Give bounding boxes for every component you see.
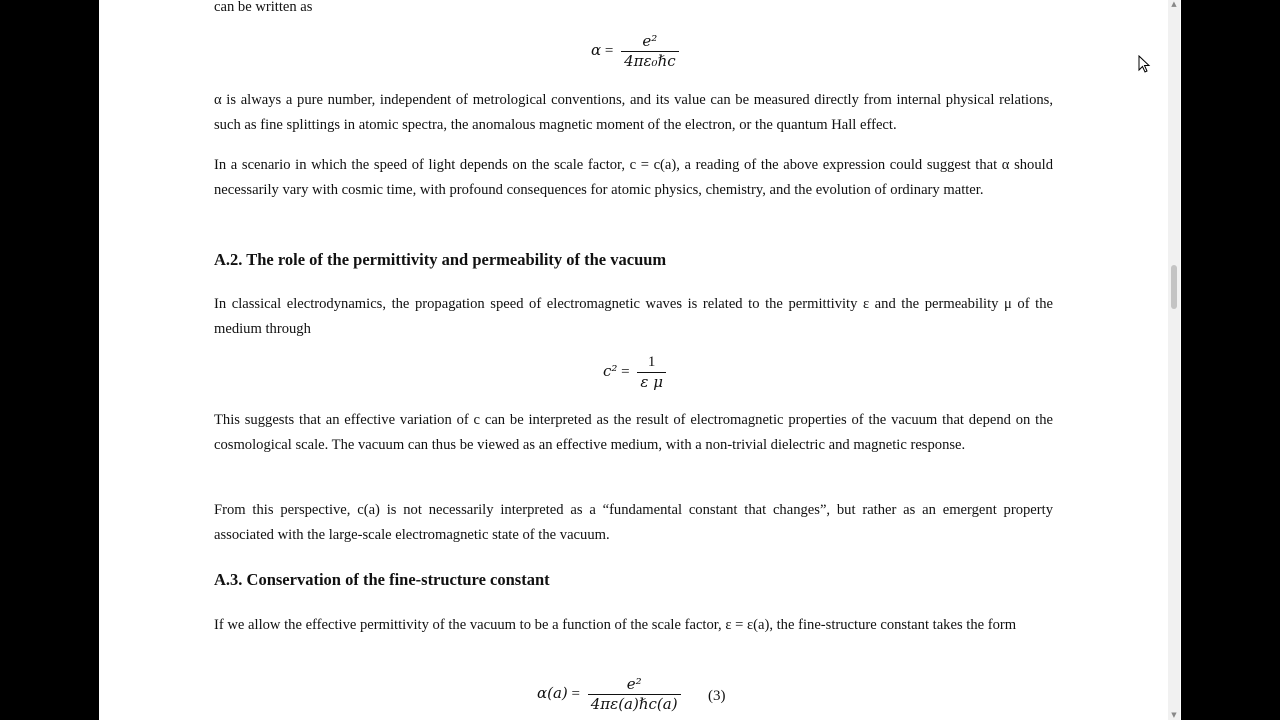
scroll-up-arrow-icon[interactable]: ▲ [1171, 0, 1177, 8]
paragraph-suggests: This suggests that an effective variation of c can be interpreted as the result of electromagnetic properties of the vacuum that depend on the cosmological scale. The vacuum can thus be viewed as an effective medium, with a non-trivial dielectric and magnetic response. [214, 412, 1053, 453]
eq3-lhs: α(a) [537, 683, 568, 702]
eq3-denominator: 4πε(a)ℏc(a) [590, 695, 678, 713]
section-heading-a2: A.2. The role of the permittivity and permeability of the vacuum [214, 250, 667, 269]
eq1-denominator: 4πε₀ℏc [624, 52, 676, 70]
eq2-denominator: ε μ [640, 373, 663, 391]
eq1-numerator: e² [621, 32, 679, 52]
eq2-numerator: 1 [637, 353, 666, 373]
document-page [99, 0, 1181, 720]
eq1-fraction [621, 32, 679, 71]
intro-fragment: can be written as [214, 0, 313, 15]
equation-number: (3) [708, 688, 726, 704]
paragraph-classical: In classical electrodynamics, the propagation speed of electromagnetic waves is related to the permittivity ε and the permeability μ of the medium through [214, 296, 1053, 337]
section-heading-a3: A.3. Conservation of the fine-structure constant [214, 570, 550, 589]
scroll-down-arrow-icon[interactable]: ▼ [1171, 711, 1177, 719]
equation-fine-structure: α = $\frac{\text{e²}}{\text{4πε₀ℏc}}$ [591, 32, 679, 71]
eq1-lhs: α [591, 40, 602, 59]
eq3-fraction [588, 675, 681, 714]
paragraph-alpha: α is always a pure number, independent of metrological conventions, and its value can be measured directly from internal physical relations, such as fine splittings in atomic spectra, the anomalous magnetic moment of the electron, or the quantum Hall effect. [214, 92, 1053, 133]
scrollbar-thumb[interactable] [1171, 265, 1177, 309]
mouse-cursor-icon [1138, 55, 1152, 75]
eq3-numerator: e² [588, 675, 681, 695]
vertical-scrollbar[interactable] [1168, 0, 1180, 720]
equation-speed-of-light: c² = $\frac{1}{\text{ε μ}}$ [603, 353, 666, 392]
equation-alpha-of-a: α(a) = $\frac{\text{e²}}{\text{4πε(a)ℏc(a)}}$ [537, 675, 681, 714]
paragraph-scenario: In a scenario in which the speed of light depends on the scale factor, c = c(a), a reading of the above expression could suggest that α should necessarily vary with cosmic time, with profound consequences for atomic physics, chemistry, and the evolution of ordinary matter. [214, 157, 1053, 198]
eq2-lhs: c² [603, 361, 618, 380]
paragraph-allow: If we allow the effective permittivity of the vacuum to be a function of the scale factor, ε = ε(a), the fine-structure constant takes the form [214, 617, 1017, 633]
paragraph-perspective: From this perspective, c(a) is not necessarily interpreted as a “fundamental constant that changes”, but rather as an emergent property associated with the large-scale electromagnetic state of the vacuum. [214, 502, 1053, 543]
eq2-fraction [637, 353, 666, 392]
